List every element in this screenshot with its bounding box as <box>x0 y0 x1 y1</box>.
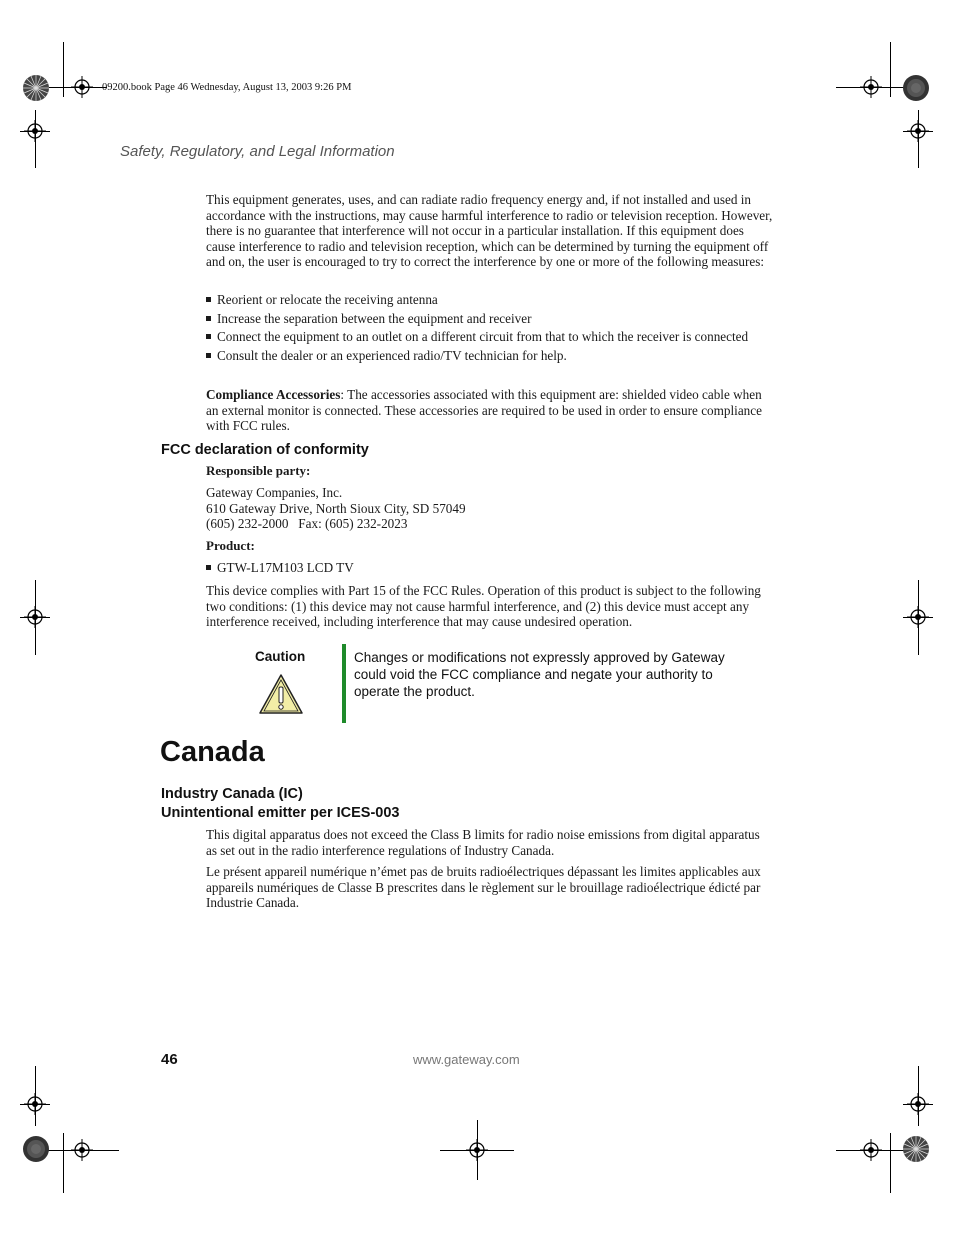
registration-target-icon <box>24 120 46 142</box>
warning-triangle-icon <box>258 673 304 715</box>
registration-target-icon <box>907 606 929 628</box>
footer-url: www.gateway.com <box>413 1052 520 1067</box>
list-item: Consult the dealer or an experienced radio/TV technician for help. <box>206 348 774 364</box>
registration-target-icon <box>71 1139 93 1161</box>
registration-target-icon <box>860 76 882 98</box>
starburst-calibration-icon <box>902 1135 930 1163</box>
industry-canada-heading: Industry Canada (IC) <box>161 786 303 802</box>
running-head: Safety, Regulatory, and Legal Information <box>120 143 395 160</box>
bullet-icon <box>206 297 211 302</box>
caution-text: Changes or modifications not expressly approved by Gateway could void the FCC compliance and negate your authority to operate the product. <box>354 650 725 699</box>
list-item: Increase the separation between the equipment and receiver <box>206 311 774 327</box>
canada-paragraph-en: This digital apparatus does not exceed the Class B limits for radio noise emissions from digital apparatus as set out in the radio interference regulations of Industry Canada. <box>206 827 760 858</box>
responsible-party-label: Responsible party: <box>206 463 311 478</box>
starburst-calibration-icon <box>902 74 930 102</box>
compliance-label: Compliance Accessories <box>206 387 341 402</box>
print-slug: 09200.book Page 46 Wednesday, August 13, 2003 9:26 PM <box>102 82 352 93</box>
registration-target-icon <box>907 1093 929 1115</box>
canada-title: Canada <box>160 736 265 768</box>
registration-target-icon <box>24 1093 46 1115</box>
registration-target-icon <box>24 606 46 628</box>
ices-heading: Unintentional emitter per ICES-003 <box>161 805 400 821</box>
bullet-icon <box>206 316 211 321</box>
measures-list <box>206 292 774 366</box>
bullet-icon <box>206 353 211 358</box>
fcc-heading: FCC declaration of conformity <box>161 442 369 458</box>
list-item: GTW-L17M103 LCD TV <box>206 560 774 576</box>
page-number: 46 <box>161 1051 178 1068</box>
product-list <box>206 560 774 579</box>
starburst-calibration-icon <box>22 1135 50 1163</box>
bullet-icon <box>206 334 211 339</box>
bullet-icon <box>206 565 211 570</box>
fcc-compliance-paragraph: This device complies with Part 15 of the FCC Rules. Operation of this product is subject to the following two conditions: (1) this device may not cause harmful interference, and (2) this device must accept any interference received, including interference that may cause undesired operation. <box>206 583 761 630</box>
caution-label: Caution <box>255 649 306 664</box>
list-item: Reorient or relocate the receiving antenna <box>206 292 774 308</box>
caution-bar <box>342 644 346 723</box>
registration-target-icon <box>71 76 93 98</box>
registration-target-icon <box>466 1139 488 1161</box>
canada-paragraph-fr: Le présent appareil numérique n’émet pas de bruits radioélectriques dépassant les limites applicables aux appareils numériques de Classe B prescrites dans le règlement sur le brouillage radioélectrique édicté par Industrie Canada. <box>206 864 761 911</box>
responsible-party-address: Gateway Companies, Inc. 610 Gateway Drive, North Sioux City, SD 57049 (605) 232-2000 Fax: (605) 232-2023 <box>206 485 466 532</box>
starburst-calibration-icon <box>22 74 50 102</box>
compliance-accessories: Compliance Accessories: The accessories associated with this equipment are: shielded video cable when an external monitor is connected. These accessories are required to be used in order to ensure compliance with FCC rules. <box>206 387 762 434</box>
list-item: Connect the equipment to an outlet on a different circuit from that to which the receiver is connected <box>206 329 774 345</box>
product-label: Product: <box>206 538 255 553</box>
intro-paragraph: This equipment generates, uses, and can radiate radio frequency energy and, if not installed and used in accordance with the instructions, may cause harmful interference to radio or television reception. However, there is no guarantee that interference will not occur in a particular installation. If this equipment does cause interference to radio and television reception, which can be determined by turning the equipment off and on, the user is encouraged to try to correct the interference by one or more of the following measures: <box>206 192 773 270</box>
registration-target-icon <box>860 1139 882 1161</box>
registration-target-icon <box>907 120 929 142</box>
